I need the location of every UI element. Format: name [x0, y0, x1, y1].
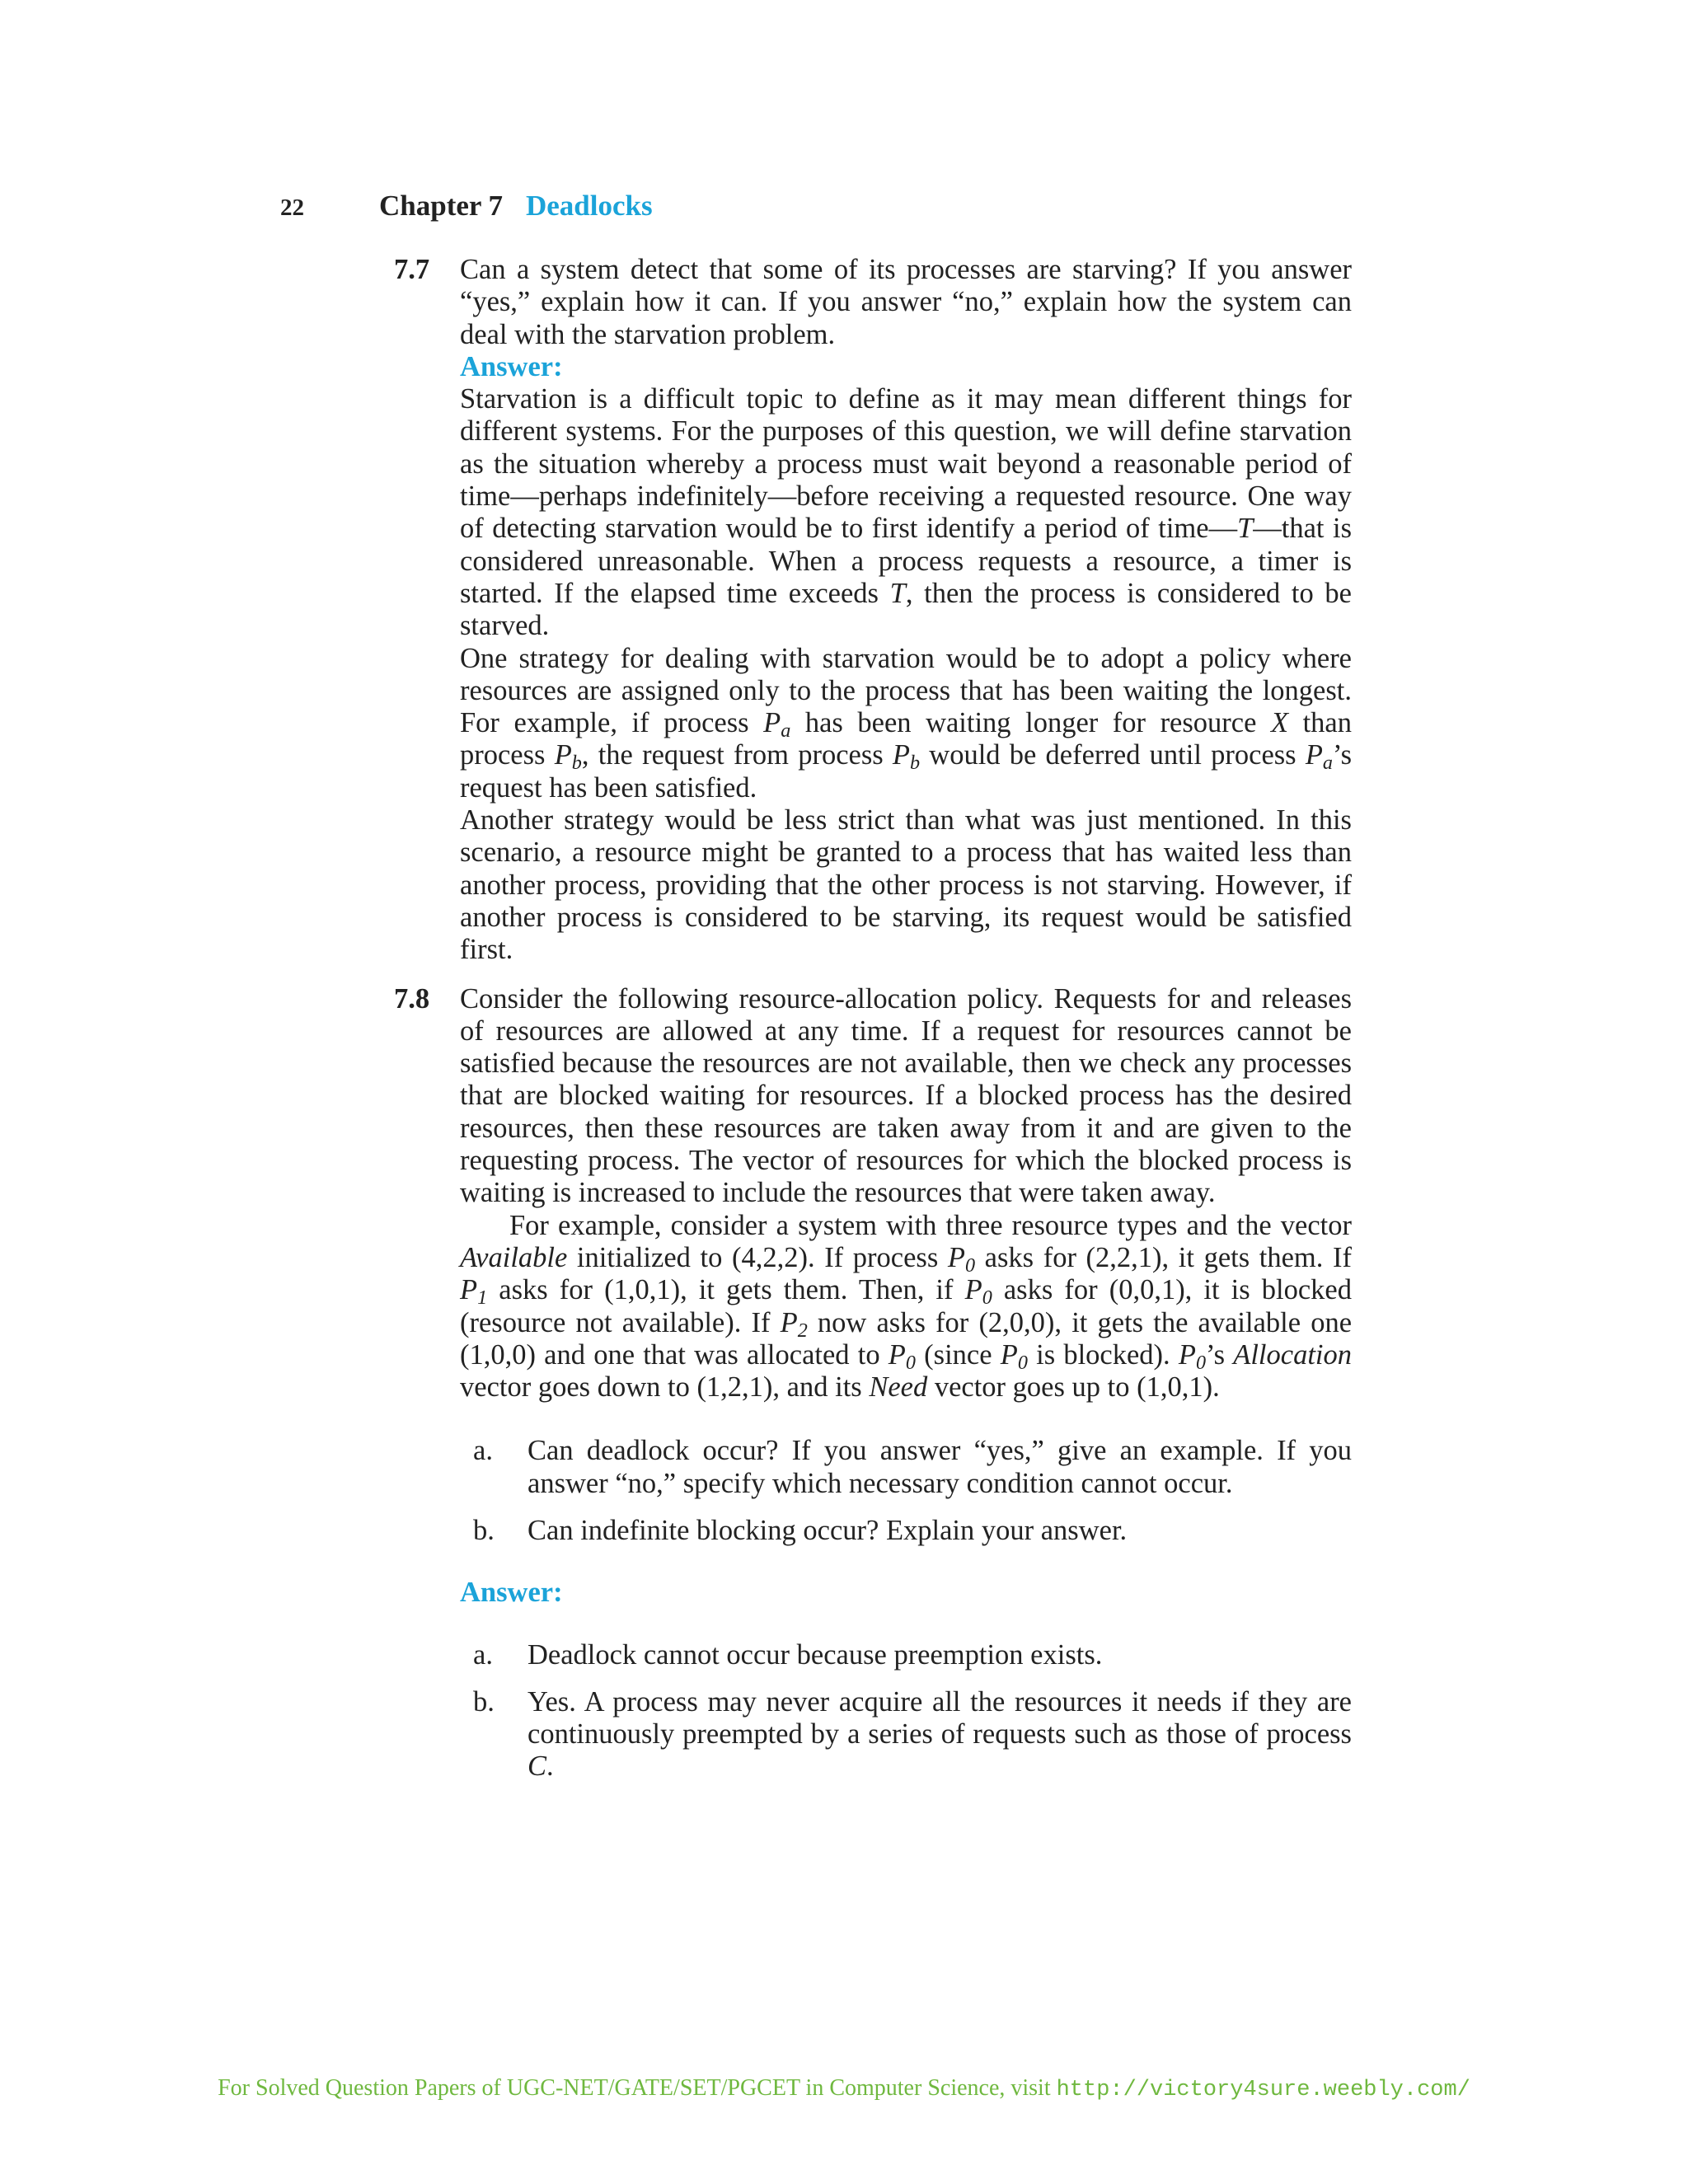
- list-label: b.: [473, 1685, 495, 1718]
- var-t: T: [889, 577, 906, 609]
- list-label: b.: [473, 1514, 495, 1546]
- page-header: [0, 190, 1688, 231]
- term-available: Available: [460, 1241, 568, 1273]
- list-text: Can indefinite blocking occur? Explain your answer.: [528, 1514, 1128, 1546]
- question-list: [460, 1435, 1352, 1547]
- question-text: Can a system detect that some of its processes are starving? If you answer “yes,” explain how it can. If you answer “no,” explain how the system can deal with the starvation problem.: [460, 254, 1352, 350]
- var-pb: $P_b$: [892, 739, 921, 775]
- footer-link[interactable]: http://victory4sure.weebly.com/: [1056, 2078, 1470, 2102]
- list-item: [460, 1686, 1352, 1783]
- chapter-title: Deadlocks: [526, 190, 653, 222]
- text-run: One strategy for dealing with starvation would be to adopt a policy where resources are assigned only to the process that has been waiting the longest. For example, if process: [460, 642, 1352, 739]
- var-p2: $P_2$: [780, 1306, 808, 1342]
- term-allocation: Allocation: [1233, 1338, 1352, 1371]
- var-p0: $P_0$: [1178, 1338, 1207, 1374]
- var-pa: $P_a$: [763, 707, 791, 743]
- list-label: a.: [473, 1435, 493, 1467]
- problem-7-8: [394, 983, 1352, 1783]
- text-run: has been waiting longer for resource: [790, 707, 1271, 739]
- list-text: Yes. A process may never acquire all the resources it needs if they are continuously preempted by a series of requests such as those of process C.: [528, 1685, 1352, 1783]
- answer-label: Answer:: [460, 1577, 563, 1609]
- var-p0: $P_0$: [947, 1241, 976, 1277]
- problem-number: 7.7: [394, 254, 430, 285]
- text-run: Starvation is a difficult topic to define as it may mean different things for different systems. For the purposes of this question, we will define starvation as the situation whereby a process must wait beyond a reasonable period of time—perhaps indefinitely—before receiving a requested resource. One way of detecting starvation would be to first identify a period of time—: [460, 383, 1352, 545]
- text-run: , then the process is considered to be starved.: [460, 577, 1352, 642]
- answer-paragraph-3: Another strategy would be less strict than what was just mentioned. In this scenario, a resource might be granted to a process that has waited less than another process, providing that the other process is not starving. However, if another process is considered to be starving, its request would be satisfied first.: [460, 804, 1352, 966]
- var-x: X: [1270, 707, 1289, 739]
- answer-label: Answer:: [460, 350, 563, 382]
- text-run: —that is considered unreasonable. When a process requests a resource, a timer is started. If the elapsed time exceeds: [460, 513, 1352, 609]
- text-run: ’s request has been satisfied.: [460, 739, 1353, 804]
- var-p1: $P_1$: [460, 1274, 488, 1310]
- list-item: [460, 1515, 1352, 1547]
- problem-number: 7.8: [394, 982, 430, 1015]
- page-number: 22: [280, 194, 304, 221]
- answer-paragraph-1: [460, 383, 1352, 642]
- var-p0: $P_0$: [1000, 1338, 1028, 1374]
- chapter-label: Chapter 7: [379, 190, 504, 222]
- var-c: C: [528, 1750, 547, 1783]
- question-paragraph-1: Consider the following resource-allocation policy. Requests for and releases of resources are allowed at any time. If a request for resources cannot be satisfied because the resources are not available, then we check any processes that are blocked waiting for resources. If a blocked process has the desired resources, then these resources are taken away from it and are given to the requesting process. The vector of resources for which the blocked process is waiting is increased to include the resources that were taken away.: [460, 982, 1352, 1209]
- term-need: Need: [869, 1371, 928, 1404]
- list-item: [460, 1639, 1352, 1671]
- problem-7-7: [394, 254, 1352, 967]
- list-text: Deadlock cannot occur because preemption exists.: [528, 1638, 1103, 1671]
- list-text: Can deadlock occur? If you answer “yes,” give an example. If you answer “no,” specify which necessary condition cannot occur.: [528, 1435, 1352, 1499]
- question-example-paragraph: For example, consider a system with three resource types and the vector Available initialized to (4,2,2). If process $P_0$ asks for (2,2,1), it gets them. If $P_1$ asks for (1,0,1), it gets them. Then, if $P_0$ asks for (0,0,1), it is blocked (resource not available). If $P_2$ now asks for (2,0,0), it gets the available one (1,0,0) and one that was allocated to $P_0$ (since $P_0$ is blocked). $P_0’s$ Allocation vector goes down to (1,2,1), and its Need vector goes up to (1,0,1).: [460, 1209, 1353, 1404]
- var-p0: $P_0$: [888, 1338, 916, 1374]
- page-footer: [0, 2075, 1688, 2102]
- text-run: than process: [460, 707, 1352, 771]
- text-run: would be deferred until process: [920, 739, 1306, 771]
- list-label: a.: [473, 1638, 493, 1671]
- var-pa: $P_a$: [1305, 739, 1333, 775]
- var-pb: $P_b$: [554, 739, 582, 775]
- text-run: , the request from process: [581, 739, 893, 771]
- footer-text: For Solved Question Papers of UGC-NET/GATE/SET/PGCET in Computer Science, visit: [218, 2075, 1057, 2101]
- answer-list: [460, 1639, 1352, 1783]
- answer-paragraph-2: [460, 643, 1352, 804]
- var-t: T: [1237, 513, 1254, 545]
- list-item: [460, 1435, 1352, 1500]
- var-p0: $P_0$: [964, 1274, 992, 1310]
- page-content: [394, 254, 1352, 1783]
